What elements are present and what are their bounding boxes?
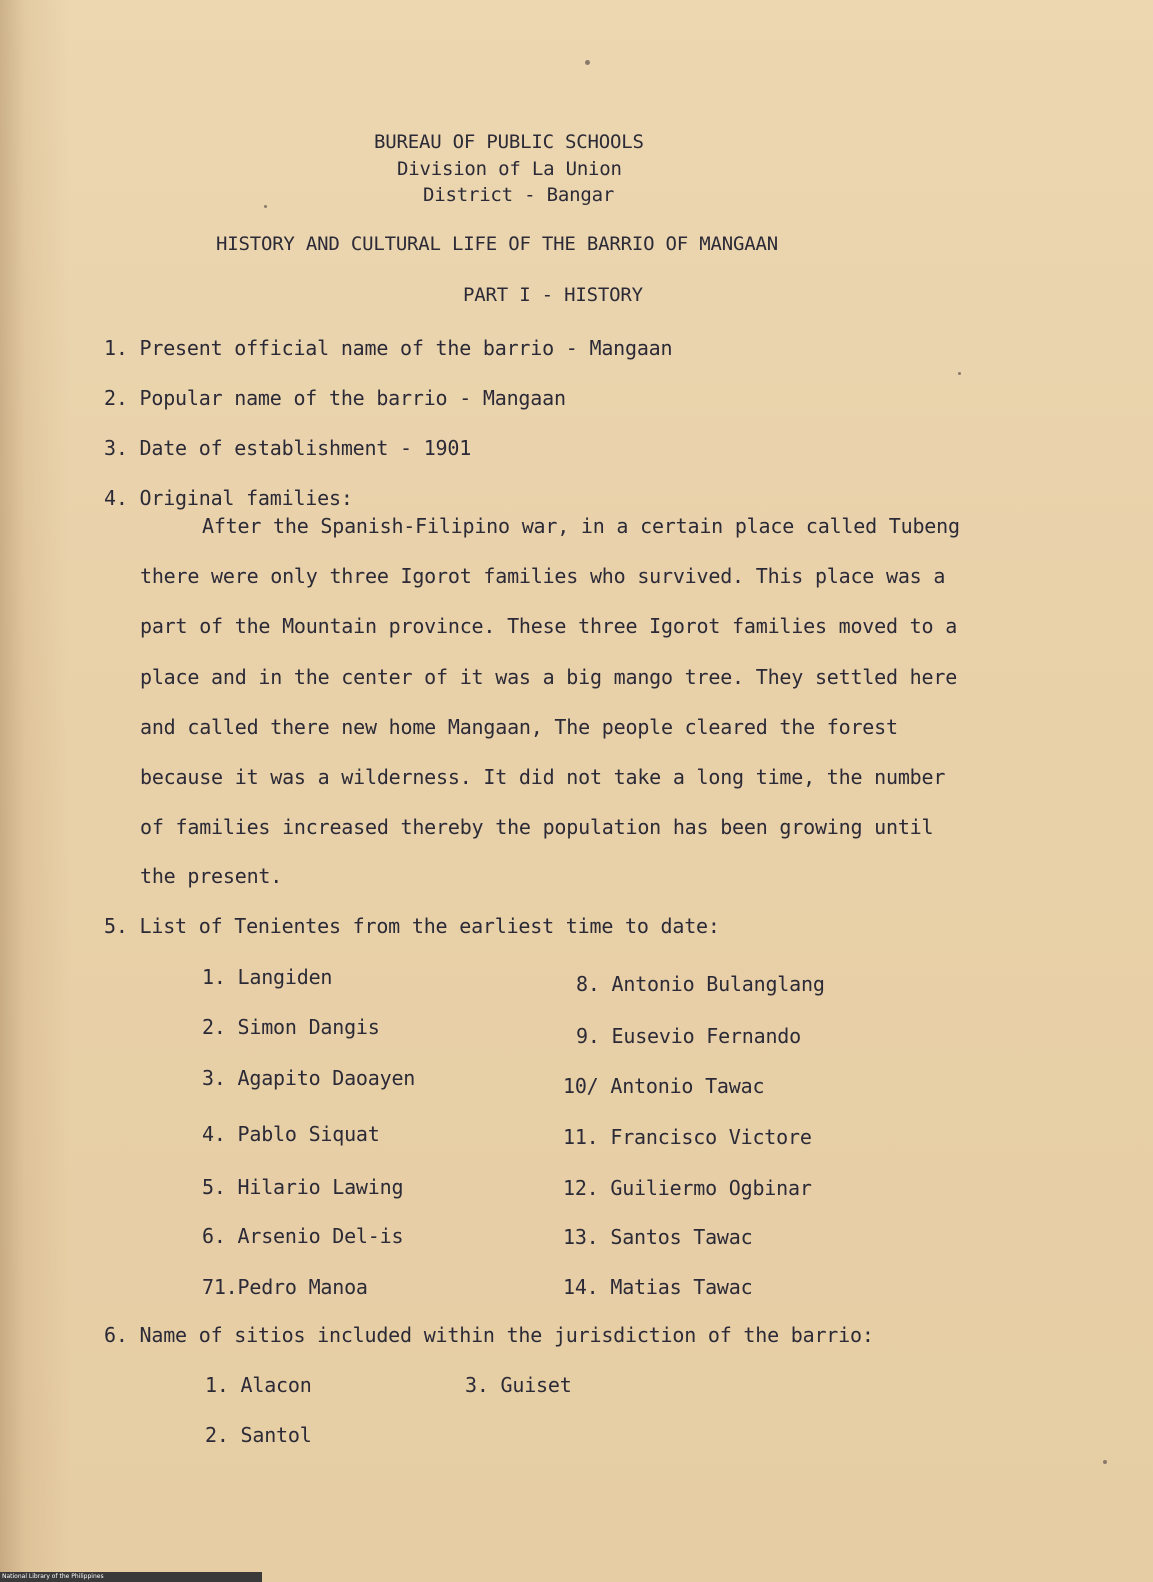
- item-official-name: 1. Present official name of the barrio - Mangaan: [104, 336, 673, 360]
- paragraph-line: part of the Mountain province. These three Igorot families moved to a: [140, 614, 958, 638]
- header-district: District - Bangar: [423, 184, 615, 206]
- item-tenientes: 5. List of Tenientes from the earliest time to date:: [104, 914, 720, 938]
- document-title: HISTORY AND CULTURAL LIFE OF THE BARRIO OF MANGAAN: [216, 233, 778, 255]
- teniente-left: 1. Langiden: [202, 965, 333, 989]
- paragraph-line: because it was a wilderness. It did not take a long time, the number: [140, 765, 946, 789]
- paper-speck: [264, 205, 267, 208]
- teniente-right: 8. Antonio Bulanglang: [576, 972, 825, 996]
- teniente-left: 2. Simon Dangis: [202, 1015, 380, 1039]
- part-heading: PART I - HISTORY: [463, 284, 643, 306]
- teniente-left: 4. Pablo Siquat: [202, 1122, 380, 1146]
- teniente-right: 14. Matias Tawac: [563, 1275, 753, 1299]
- header-division: Division of La Union: [397, 158, 622, 180]
- paragraph-line: the present.: [140, 864, 283, 888]
- teniente-right: 12. Guiliermo Ogbinar: [563, 1176, 812, 1200]
- item-date-established: 3. Date of establishment - 1901: [104, 436, 472, 460]
- item-sitios: 6. Name of sitios included within the jurisdiction of the barrio:: [104, 1323, 874, 1347]
- sitio-item: 3. Guiset: [465, 1373, 572, 1397]
- teniente-right: 9. Eusevio Fernando: [576, 1024, 801, 1048]
- scan-footer-strip: National Library of the Philippines: [0, 1572, 262, 1582]
- item-popular-name: 2. Popular name of the barrio - Mangaan: [104, 386, 566, 410]
- teniente-right: 10/ Antonio Tawac: [563, 1074, 765, 1098]
- paper-speck: [585, 60, 590, 65]
- teniente-left: 71.Pedro Manoa: [202, 1275, 368, 1299]
- paragraph-line: and called there new home Mangaan, The people cleared the forest: [140, 715, 898, 739]
- item-original-families: 4. Original families:: [104, 486, 353, 510]
- teniente-right: 13. Santos Tawac: [563, 1225, 753, 1249]
- teniente-left: 5. Hilario Lawing: [202, 1175, 404, 1199]
- paragraph-line: place and in the center of it was a big mango tree. They settled here: [140, 665, 958, 689]
- paper-speck: [958, 372, 961, 375]
- sitio-item: 2. Santol: [205, 1423, 312, 1447]
- teniente-right: 11. Francisco Victore: [563, 1125, 812, 1149]
- paragraph-line: After the Spanish-Filipino war, in a certain place called Tubeng: [202, 514, 960, 538]
- teniente-left: 3. Agapito Daoayen: [202, 1066, 416, 1090]
- sitio-item: 1. Alacon: [205, 1373, 312, 1397]
- paper-speck: [1103, 1460, 1107, 1464]
- paragraph-line: of families increased thereby the population has been growing until: [140, 815, 934, 839]
- teniente-left: 6. Arsenio Del-is: [202, 1224, 404, 1248]
- header-bureau: BUREAU OF PUBLIC SCHOOLS: [374, 131, 644, 153]
- paragraph-line: there were only three Igorot families who survived. This place was a: [140, 564, 946, 588]
